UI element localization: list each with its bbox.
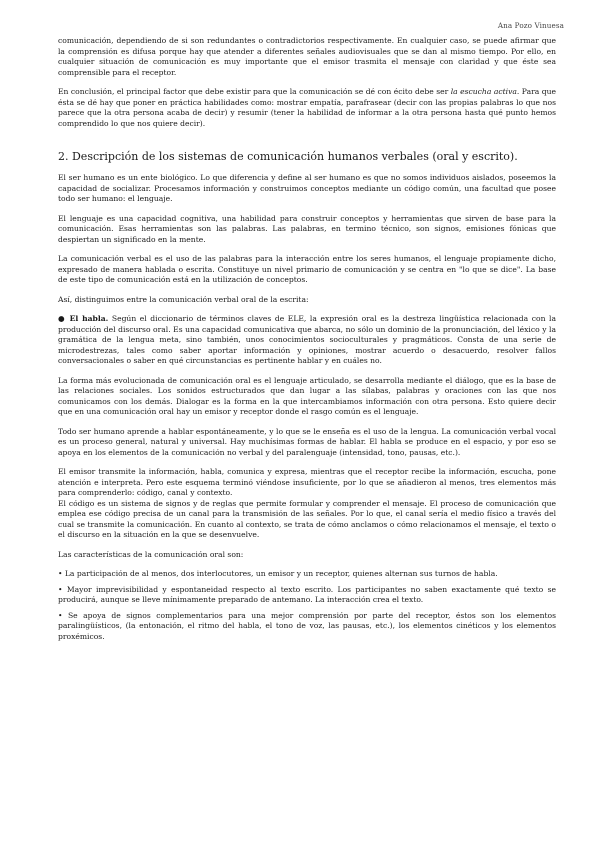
paragraph-emisor: El emisor transmite la información, habla, comunica y expresa, mientras que el receptor recibe la información, escucha, pone atención e interpreta. Pero este esquema terminó viéndose insuficiente, por lo que se añadieron al menos, tres elementos más para comprenderlo: código, canal y contexto. [58, 467, 556, 497]
paragraph-ser-humano: El ser humano es un ente biológico. Lo que diferencia y define al ser humano es que no somos individuos aislados, poseemos la capacidad de socializar. Procesamos información y construimos conceptos mediante un código común, una facultad que posee todo ser humano: el lenguaje. [58, 173, 556, 203]
list-item: • Mayor imprevisibilidad y espontaneidad respecto al texto escrito. Los participantes no saben exactamente qué texto se producirá, aunque se lleve mínimamente preparado de antemano. La interacción crea el texto. [58, 584, 556, 604]
paragraph-lenguaje: El lenguaje es una capacidad cognitiva, una habilidad para construir conceptos y herramientas que sirven de base para la comunicación. Esas herramientas son las palabras. Las palabras, en termino técnico, son signos, emisiones fónicas que despiertan un significado en la mente. [58, 213, 556, 244]
habla-bullet-title: ● El habla. [58, 314, 109, 323]
paragraph-forma-evolucionada: La forma más evolucionada de comunicación oral es el lenguaje articulado, se desarrolla mediante el diálogo, que es la base de las relaciones sociales. Los sonidos estructurados que dan lugar a las sílabas, palabras y oraciones con las que nos comunicamos con los demás. Dialogar es la forma en la que intercambiamos información con otra persona. Esto quiere decir que en una comunicación oral hay un emisor y receptor donde el rasgo común es el lenguaje. [58, 375, 556, 416]
list-item: • La participación de al menos, dos interlocutores, un emisor y un receptor, quienes alternan sus turnos de habla. [58, 569, 498, 578]
list-item: • Se apoya de signos complementarios para una mejor comprensión por parte del receptor, éstos son los elementos paralingüísticos, (la entonación, el ritmo del habla, el tono de voz, las pausas, etc.), los elementos cinéticos y los elementos proxémicos. [58, 610, 556, 641]
paragraph-el-habla [58, 314, 556, 367]
conclusion-text-a: En conclusión, el principal factor que debe existir para que la comunicación se dé con écito debe ser [58, 87, 451, 96]
characteristics-list [58, 569, 556, 642]
habla-text: Según el diccionario de términos claves de ELE, la expresión oral es la destreza lingüística relacionada con la producción del discurso oral. Es una capacidad comunicativa que abarca, no sólo un dominio de la pronunciación, del léxico y la gramática de la lengua meta, sino también, unos conocimientos socioculturales y pragmáticos. Consta de una serie de microdestrezas, tales como saber aportar información y opiniones, mostrar acuerdo o desacuerdo, resolver fallos conversacionales o saber en qué circunstancias es pertinente hablar y en cuáles no. [58, 314, 556, 365]
conclusion-emphasis: la escucha activa [450, 87, 517, 96]
paragraph-caracteristicas: Las características de la comunicación oral son: [58, 549, 244, 559]
paragraph-codigo: El código es un sistema de signos y de reglas que permite formular y comprender el mensaje. El proceso de comunicación que emplea ese código precisa de un canal para la transmisión de las señales. Por lo que, el canal sería el medio físico a través del cual se transmite la comunicación. En cuanto al contexto, se trata de cómo anclamos o cómo relacionamos el mensaje, el texto o el discurso en la situación en la que se desenvuelve. [58, 498, 556, 539]
paragraph-continuation: comunicación, dependiendo de si son redundantes o contradictorios respectivamente. En cualquier caso, se puede afirmar que la comprensión es difusa porque hay que atender a diferentes señales audiovisuales que se dan al mismo tiempo. Por ello, en cualquier situación de comunicación es muy importante que el emisor trasmita el mensaje con claridad y que éste sea comprensible para el receptor. [58, 36, 556, 77]
paragraph-distinguimos: Así, distinguimos entre la comunicación verbal oral de la escrita: [58, 294, 309, 304]
paragraph-conclusion [58, 87, 556, 129]
paragraph-comunicacion-verbal: La comunicación verbal es el uso de las palabras para la interacción entre los seres humanos, el lenguaje propiamente dicho, expresado de manera hablada o escrita. Constituye un nivel primario de comunicación y se centra en "lo que se dice". La base de este tipo de comunicación está en la utilización de conceptos. [58, 254, 556, 284]
conclusion-text-b: . Para que ésta se dé hay que poner en práctica habilidades como: mostrar empatía, parafrasear (decir con las propias palabras lo que nos parece que la otra persona acaba de decir) y resumir (tener la habilidad de informar a la otra persona hasta qué punto hemos comprendido lo que nos quiere decir). [58, 87, 556, 128]
page-header-author: Ana Pozo Vinuesa [497, 21, 564, 30]
section-heading: 2. Descripción de los sistemas de comunicación humanos verbales (oral y escrito). [58, 150, 518, 163]
paragraph-aprende-hablar: Todo ser humano aprende a hablar espontáneamente, y lo que se le enseña es el uso de la lengua. La comunicación verbal vocal es un proceso general, natural y universal. Hay muchísimas formas de hablar. El habla se produce en el espacio, y por eso se apoya en los elementos de la comunicación no verbal y del paralenguaje (intensidad, tono, pausas, etc.). [58, 426, 556, 457]
